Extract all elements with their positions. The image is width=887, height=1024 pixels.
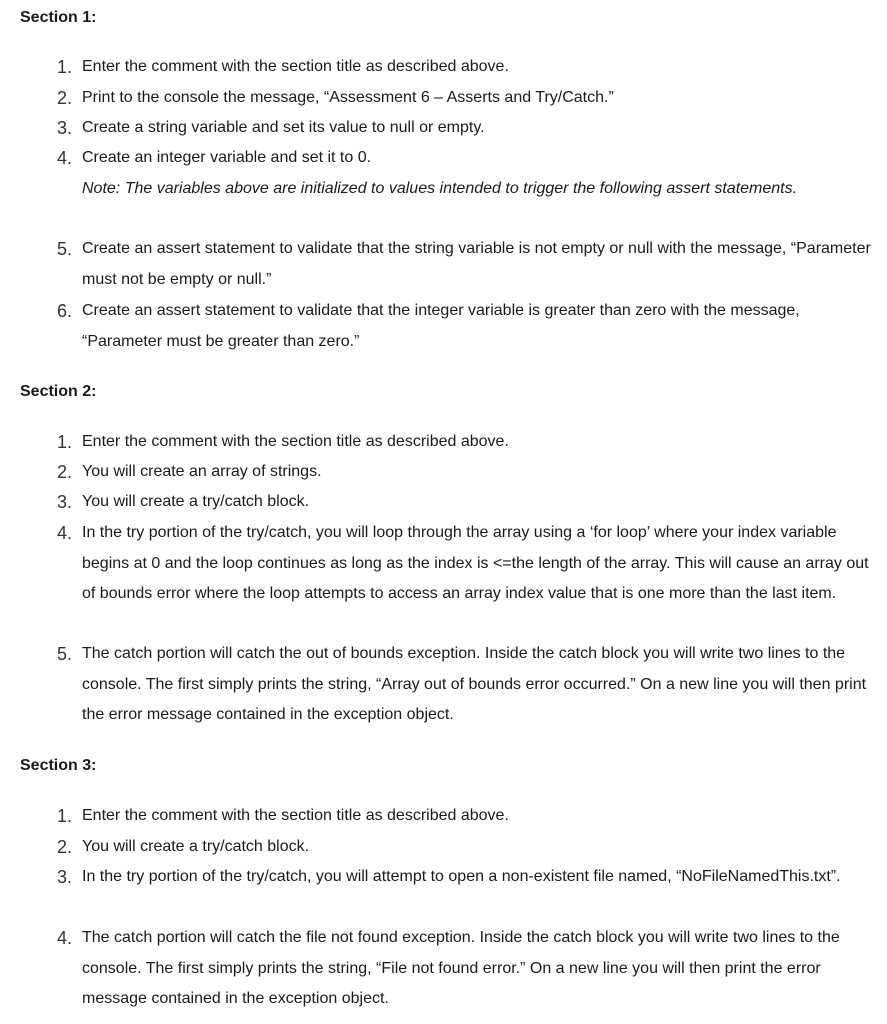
item-text: You will create an array of strings. [82,463,322,480]
item-number: 1. [57,806,73,826]
item-text: Enter the comment with the section title as described above. [82,433,509,450]
section-2-item-2 [57,457,872,488]
item-text: Print to the console the message, “Assessment 6 – Asserts and Try/Catch.” [82,89,614,106]
item-text: The catch portion will catch the out of bounds exception. Inside the catch block you will write two lines to the console. The first simply prints the string, “Array out of bounds error occurred.” On a new line you will then print the error message contained in the exception object. [82,645,867,723]
item-text: You will create a try/catch block. [82,838,310,855]
section-3-item-2 [57,832,872,863]
section-1-item-5 [57,234,872,295]
section-3-title: Section 3: [20,757,97,774]
item-number: 4. [57,928,73,948]
item-text: Enter the comment with the section title as described above. [82,58,509,75]
section-1-item-6 [57,296,872,357]
item-number: 3. [57,118,73,138]
item-number: 4. [57,148,73,168]
section-3-item-3 [57,862,872,893]
item-text: In the try portion of the try/catch, you will loop through the array using a ‘for loop’ where your index variable begins at 0 and the loop continues as long as the index is <=the length of the array. This will cause an array out of bounds error where the loop attempts to access an array index value that is one more than the last item. [82,524,869,602]
section-1-item-3 [57,113,872,144]
item-number: 2. [57,88,73,108]
item-number: 5. [57,644,73,664]
item-number: 5. [57,239,73,259]
section-2-item-1 [57,427,872,458]
section-3-item-4 [57,923,872,1015]
section-1-item-4 [57,143,872,174]
section-1-item-2 [57,83,872,114]
item-number: 1. [57,432,73,452]
item-text: You will create a try/catch block. [82,493,310,510]
item-text: Create a string variable and set its value to null or empty. [82,119,485,136]
item-number: 4. [57,523,73,543]
item-number: 6. [57,301,73,321]
item-number: 2. [57,837,73,857]
item-number: 3. [57,867,73,887]
section-2-item-3 [57,487,872,518]
section-3-item-1 [57,801,872,832]
item-number: 3. [57,492,73,512]
section-1-title: Section 1: [20,9,97,26]
section-1-note: Note: The variables above are initialized to values intended to trigger the following assert statements. [82,180,798,197]
item-number: 2. [57,462,73,482]
item-text: Create an integer variable and set it to 0. [82,149,372,166]
item-text: In the try portion of the try/catch, you will attempt to open a non-existent file named, “NoFileNamedThis.txt”. [82,868,841,885]
item-number: 1. [57,57,73,77]
item-text: The catch portion will catch the file not found exception. Inside the catch block you will write two lines to the console. The first simply prints the string, “File not found error.” On a new line you will then print the error message contained in the exception object. [82,929,840,1007]
section-1-item-1 [57,52,872,83]
item-text: Enter the comment with the section title as described above. [82,807,509,824]
section-2-title: Section 2: [20,383,97,400]
item-text: Create an assert statement to validate that the integer variable is greater than zero with the message, “Parameter must be greater than zero.” [82,302,800,350]
item-text: Create an assert statement to validate that the string variable is not empty or null with the message, “Parameter must not be empty or null.” [82,240,871,288]
section-2-item-4 [57,518,872,610]
section-2-item-5 [57,639,872,731]
